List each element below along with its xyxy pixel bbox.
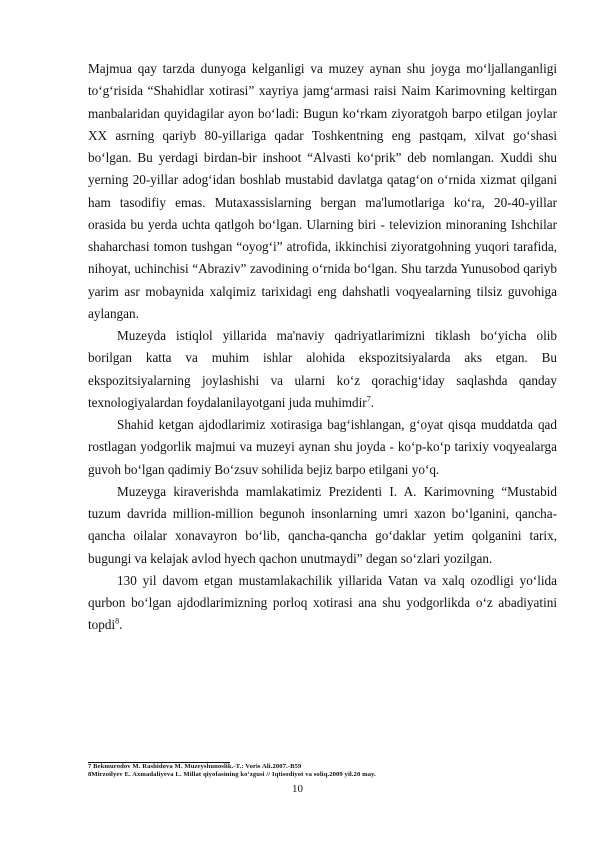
footnote-ref-7[interactable]: 7 (366, 394, 371, 404)
paragraph-2-tail: . (370, 394, 374, 410)
page-number: 10 (292, 783, 303, 795)
paragraph-2-text: Muzeyda istiqlol yillarida ma'naviy qadriyatlarimizni tiklash bo‘yicha olib borilgan katta va muhim ishlar alohida ekspozitsiyalarda aks etgan. Bu ekspozitsiyalarning joylashishi va ularni ko‘z qorachig‘iday saqlashda qanday texnologiyalardan foydalanilayotgani juda muhimdir (88, 328, 557, 410)
footnote-7: 7 Bekmurodov M. Rashidova M. Muzeyshunoslik.-T.: Voris Ali.2007.-B59 (88, 763, 302, 770)
paragraph-4: Muzeyga kiraverishda mamlakatimiz Prezidenti I. A. Karimovning “Mustabid tuzum davrida million-million begunoh insonlarning umri xazon bo‘lganini, qancha-qancha oilalar xonavayron bo‘lib, qancha-qancha go‘daklar yetim qolganini tarix, bugungi va kelajak avlod hyech qachon unutmaydi” degan so‘zlari yozilgan. (88, 483, 557, 566)
paragraph-5-text: 130 yil davom etgan mustamlakachilik yillarida Vatan va xalq ozodligi yo‘lida qurbon bo‘lgan ajdodlarimizning porloq xotirasi ana shu yodgorlikda o‘z abadiyatini topdi (88, 572, 557, 633)
footnote-ref-8[interactable]: 8 (115, 616, 120, 626)
paragraph-1: Majmua qay tarzda dunyoga kelganligi va muzey aynan shu joyga mo‘ljallanganligi to‘g‘risida “Shahidlar xotirasi” xayriya jamg‘armasi raisi Naim Karimovning keltirgan manbalaridan quyidagilar ayon bo‘ladi: Bugun ko‘rkam ziyoratgoh barpo etilgan joylar XX asrning qariyb 80-yillariga qadar Toshkentning eng pastqam, xilvat go‘shasi bo‘lgan. Bu yerdagi birdan-bir inshoot “Alvasti ko‘prik” deb nomlangan. Xuddi shu yerning 20-yillar adog‘idan boshlab mustabid davlatga qatag‘on o‘rnida xizmat qilgani ham tasodifiy emas. Mutaxassislarning bergan ma'lumotlariga ko‘ra, 20-40-yillar orasida bu yerda uchta qatlgoh bo‘lgan. Ularning biri - televizion minoraning Ishchilar shaharchasi tomon tushgan “oyog‘i” atrofida, ikkinchisi ziyoratgohning yuqori tarafida, nihoyat, uchinchisi “Abraziv” zavodining o‘rnida bo‘lgan. Shu tarzda Yunusobod qariyb yarim asr mobaynida xalqimiz tarixidagi eng dahshatli voqyealarning tilsiz guvohiga aylangan. (88, 61, 557, 321)
paragraph-2 (88, 325, 557, 414)
paragraph-5-tail: . (119, 617, 123, 633)
paragraph-5 (88, 570, 557, 637)
page-body (88, 58, 557, 637)
footnotes (88, 763, 557, 779)
paragraph-3: Shahid ketgan ajdodlarimiz xotirasiga bag‘ishlangan, g‘oyat qisqa muddatda qad rostlagan yodgorlik majmui va muzeyi aynan shu joyda - ko‘p-ko‘p tarixiy voqyealarga guvoh bo‘lgan qadimiy Bo‘zsuv sohilida bejiz barpo etilgani yo‘q. (88, 417, 557, 477)
footnote-8: 8Mirzoilyev E. Axmadaliyeva L. Millat qiyofasining ko‘zgusi // Iqtisodiyot va soliq.2009 yil.20 may. (88, 771, 376, 778)
